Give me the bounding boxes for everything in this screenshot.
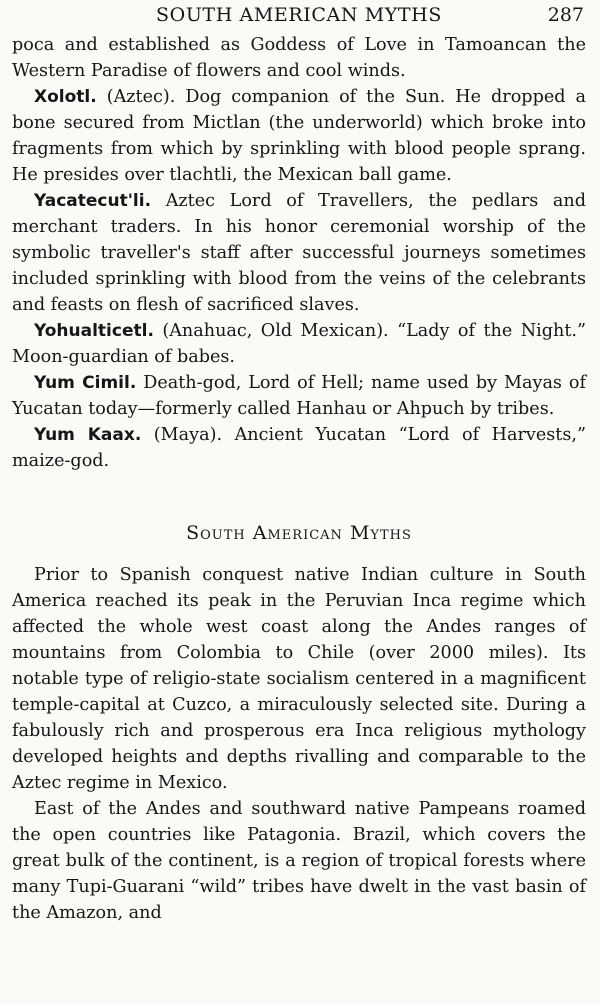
section-paragraph: East of the Andes and southward native Pampeans roamed the open countries like Patagonia. Brazil, which covers the great bulk of the continent, is a region of tropical forests where many Tupi-Guarani “wild” tribes have dwelt in the vast basin of the Amazon, and [12, 799, 586, 923]
entry-text: Aztec Lord of Travellers, the pedlars and merchant traders. In his honor ceremonial worship of the symbolic traveller's staff after successful journeys sometimes included sprinkling with blood from the veins of the celebrants and feasts on flesh of sacrificed slaves. [12, 191, 586, 315]
glossary-entry-yum-kaax [12, 422, 586, 474]
entry-text: (Aztec). Dog companion of the Sun. He dropped a bone secured from Mictlan (the underworld) which broke into fragments from which by sprinkling with blood people sprang. He presides over tlachtli, the Mexican ball game. [12, 87, 586, 185]
glossary-entry-yum-cimil [12, 370, 586, 422]
entry-term: Xolotl. [34, 87, 97, 107]
glossary-entry-xolotl [12, 84, 586, 188]
entry-term: Yohualticetl. [34, 321, 154, 341]
glossary-entry-yohualticetl [12, 318, 586, 370]
section-title: South American Myths [186, 522, 412, 544]
entry-term: Yum Cimil. [34, 373, 137, 393]
body-text [12, 32, 586, 926]
entry-term: Yacatecut'li. [34, 191, 152, 211]
entry-text: (Maya). Ancient Yucatan “Lord of Harvests,” maize-god. [12, 425, 586, 471]
running-title: SOUTH AMERICAN MYTHS [156, 4, 442, 26]
entry-term: Yum Kaax. [34, 425, 142, 445]
section-paragraph: Prior to Spanish conquest native Indian culture in South America reached its peak in the Peruvian Inca regime which affected the whole west coast along the Andes ranges of mountains from Colombia to Chile (over 2000 miles). Its notable type of religio-state socialism centered in a magnificent temple-capital at Cuzco, a miraculously selected site. During a fabulously rich and prosperous era Inca religious mythology developed heights and depths rivalling and comparable to the Aztec regime in Mexico. [12, 565, 586, 793]
entry-text: (Anahuac, Old Mexican). “Lady of the Night.” Moon-guardian of babes. [12, 321, 586, 367]
continuation-paragraph: poca and established as Goddess of Love in Tamoancan the Western Paradise of flowers and cool winds. [12, 35, 586, 81]
page-number: 287 [547, 4, 584, 26]
page-header [12, 0, 586, 32]
glossary-entry-yacatecutli [12, 188, 586, 318]
entry-text: Death-god, Lord of Hell; name used by Mayas of Yucatan today—formerly called Hanhau or Ahpuch by tribes. [12, 373, 587, 419]
